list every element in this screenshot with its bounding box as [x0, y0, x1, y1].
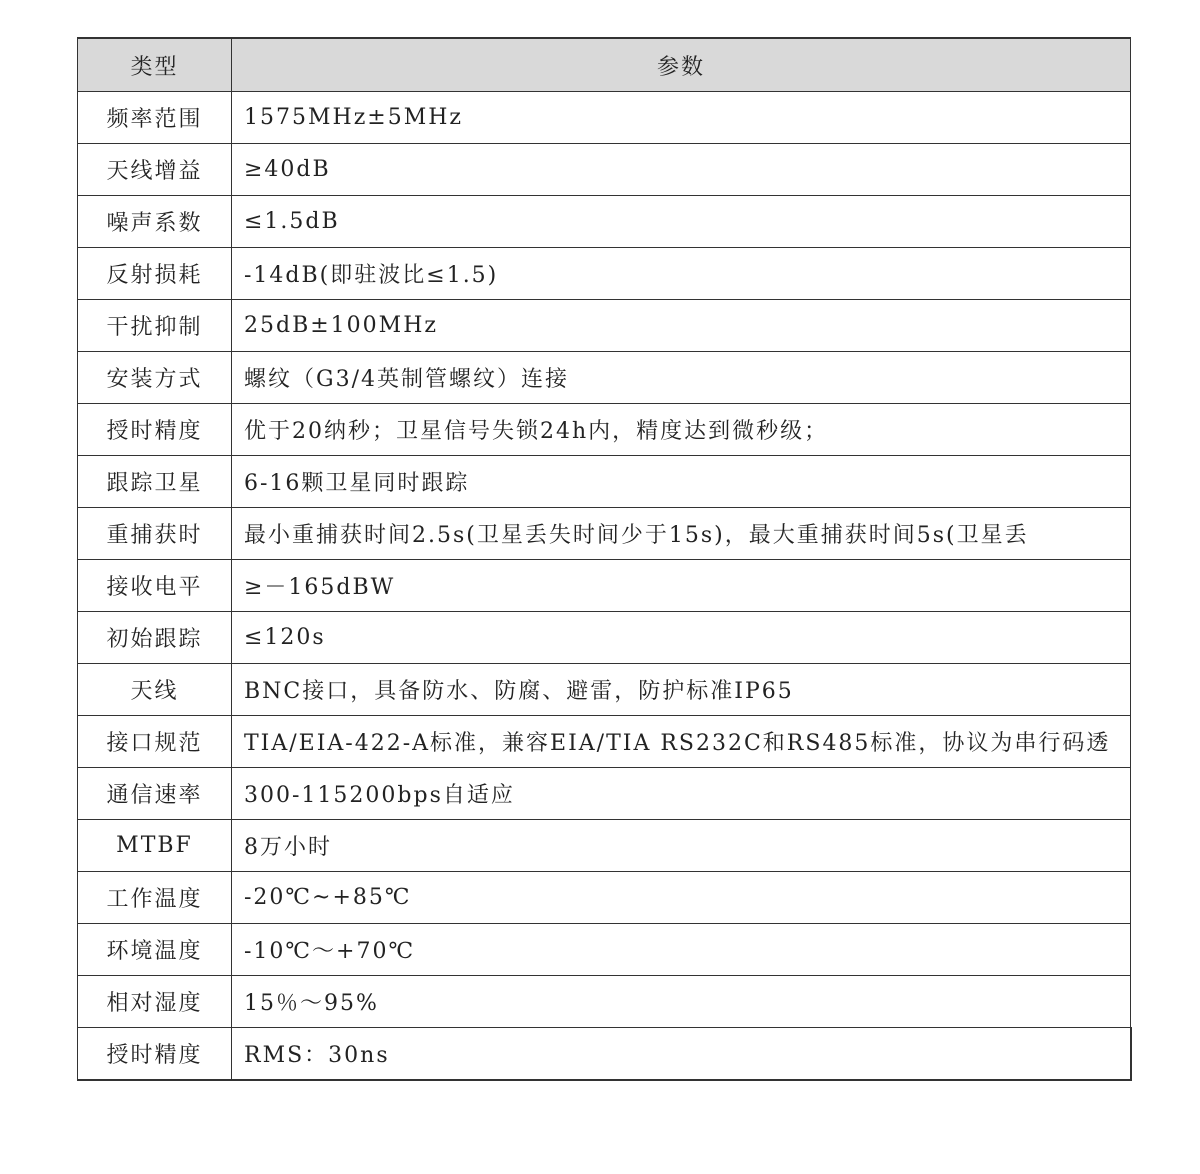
table-row — [78, 508, 1131, 560]
type-cell: 工作温度 — [78, 872, 232, 924]
table-row — [78, 768, 1131, 820]
type-cell: 环境温度 — [78, 924, 232, 976]
param-cell: ≥40dB — [232, 144, 1131, 196]
param-cell: ≥－165dBW — [232, 560, 1131, 612]
param-cell: ≤120s — [232, 612, 1131, 664]
param-cell: -10℃～+70℃ — [232, 924, 1131, 976]
type-cell: 噪声系数 — [78, 196, 232, 248]
table-row — [78, 560, 1131, 612]
table-row — [78, 612, 1131, 664]
param-cell: 优于20纳秒；卫星信号失锁24h内，精度达到微秒级； — [232, 404, 1131, 456]
type-cell: 授时精度 — [78, 1028, 232, 1081]
type-cell: 初始跟踪 — [78, 612, 232, 664]
param-cell: RMS：30ns — [232, 1028, 1131, 1081]
spec-table — [77, 37, 1132, 1081]
column-header-type: 类型 — [78, 38, 232, 92]
table-row — [78, 144, 1131, 196]
type-cell: 安装方式 — [78, 352, 232, 404]
table-row — [78, 664, 1131, 716]
param-cell: 6-16颗卫星同时跟踪 — [232, 456, 1131, 508]
header-row — [78, 38, 1131, 92]
column-header-param: 参数 — [232, 38, 1131, 92]
param-cell: 300-115200bps自适应 — [232, 768, 1131, 820]
param-cell: 15％～95% — [232, 976, 1131, 1028]
type-cell: 接收电平 — [78, 560, 232, 612]
table-row — [78, 196, 1131, 248]
table-row — [78, 1028, 1131, 1081]
type-cell: 通信速率 — [78, 768, 232, 820]
table-row — [78, 456, 1131, 508]
type-cell: 授时精度 — [78, 404, 232, 456]
table-row — [78, 404, 1131, 456]
type-cell: 重捕获时 — [78, 508, 232, 560]
param-cell: 25dB±100MHz — [232, 300, 1131, 352]
table-row — [78, 820, 1131, 872]
type-cell: 天线 — [78, 664, 232, 716]
type-cell: 跟踪卫星 — [78, 456, 232, 508]
param-cell: -20℃~+85℃ — [232, 872, 1131, 924]
type-cell: 接口规范 — [78, 716, 232, 768]
type-cell: 频率范围 — [78, 92, 232, 144]
table-row — [78, 300, 1131, 352]
table-row — [78, 248, 1131, 300]
table-row — [78, 872, 1131, 924]
param-cell: 8万小时 — [232, 820, 1131, 872]
param-cell: TIA/EIA-422-A标准，兼容EIA/TIA RS232C和RS485标准，协议为串行码透 — [232, 716, 1131, 768]
param-cell: -14dB(即驻波比≤1.5) — [232, 248, 1131, 300]
param-cell: 最小重捕获时间2.5s(卫星丢失时间少于15s)，最大重捕获时间5s(卫星丢 — [232, 508, 1131, 560]
type-cell: 反射损耗 — [78, 248, 232, 300]
type-cell: 干扰抑制 — [78, 300, 232, 352]
table-row — [78, 92, 1131, 144]
table-row — [78, 716, 1131, 768]
param-cell: BNC接口，具备防水、防腐、避雷，防护标准IP65 — [232, 664, 1131, 716]
table-row — [78, 352, 1131, 404]
type-cell: 天线增益 — [78, 144, 232, 196]
type-cell: MTBF — [78, 820, 232, 872]
type-cell: 相对湿度 — [78, 976, 232, 1028]
param-cell: 螺纹（G3/4英制管螺纹）连接 — [232, 352, 1131, 404]
table-row — [78, 924, 1131, 976]
param-cell: 1575MHz±5MHz — [232, 92, 1131, 144]
param-cell: ≤1.5dB — [232, 196, 1131, 248]
table-row — [78, 976, 1131, 1028]
